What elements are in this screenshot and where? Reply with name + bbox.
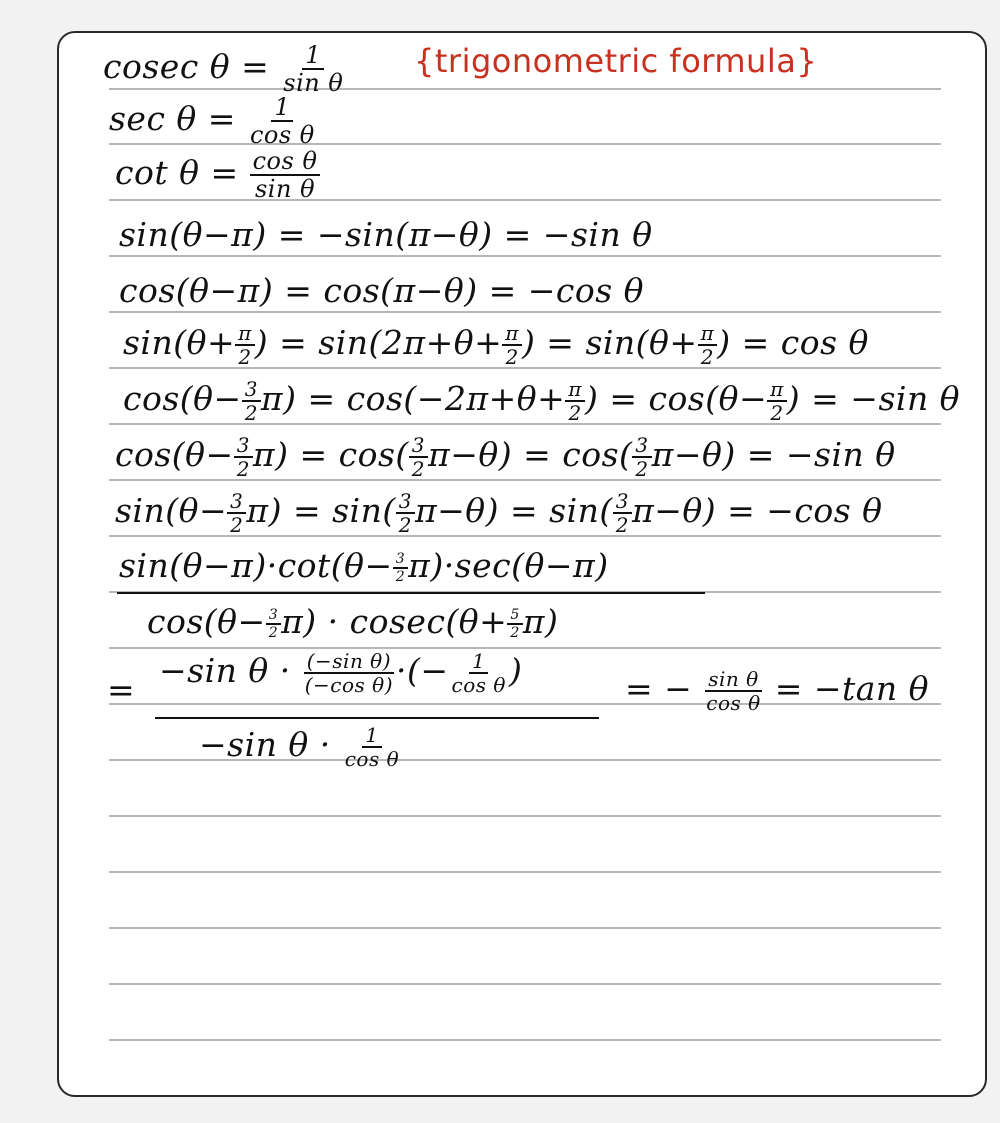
l9-frac-a-num: 3	[227, 491, 246, 514]
expression-fraction-bar	[117, 592, 705, 594]
cosec-lhs: cosec θ =	[103, 47, 270, 86]
expr-num-part-tail: π)·sec(θ−π)	[408, 546, 609, 585]
result-top-frac-num: (−sin θ)	[304, 651, 394, 674]
sec-denominator: cos θ	[249, 121, 315, 149]
l7-part-d: ) = −sin θ	[786, 379, 961, 418]
expr-num-part-a: sin(θ−π)·cot(θ−	[119, 546, 393, 585]
l8-frac-c-den: 2	[635, 457, 649, 481]
l6-part-a: sin(θ+	[123, 323, 236, 362]
result-equals: =	[107, 670, 136, 709]
l7-frac-a	[242, 379, 261, 423]
result-bottom-part-a: −sin θ ·	[199, 725, 331, 764]
cosec-numerator: 1	[302, 43, 324, 70]
expr-den-part-a: cos(θ−	[147, 602, 266, 641]
l8-frac-c-num: 3	[632, 435, 651, 458]
cot-denominator: sin θ	[254, 175, 316, 203]
line-cosec-definition	[103, 43, 346, 95]
result-final: = −tan θ	[774, 669, 930, 708]
result-top-frac-c-num: 1	[469, 651, 488, 674]
l6-frac-a	[235, 323, 255, 367]
l7-part-a: cos(θ−	[123, 379, 242, 418]
result-top-frac-den: (−cos θ)	[304, 673, 394, 697]
l7-part-b: ) = cos(−2π+θ+	[283, 379, 566, 418]
expr-num-frac	[393, 552, 408, 584]
line-sec-definition	[109, 95, 318, 147]
l8-part-c-tail: π−θ	[651, 435, 723, 474]
result-top-frac	[302, 651, 396, 695]
l8-frac-c	[632, 435, 651, 479]
result-mid-frac-num: sin θ	[705, 669, 761, 692]
l6-frac-b-num: π	[502, 323, 522, 346]
cot-lhs: cot θ =	[115, 153, 239, 192]
line-sin-theta-plus-half-pi	[123, 323, 869, 367]
result-numerator	[159, 651, 522, 695]
l6-frac-a-den: 2	[238, 345, 252, 369]
l8-frac-a-num: 3	[234, 435, 253, 458]
l9-part-d: ) = −cos θ	[702, 491, 883, 530]
expr-den-frac-b-num: 5	[507, 608, 522, 625]
l9-frac-a-den: 2	[230, 513, 244, 537]
sec-numerator: 1	[271, 95, 293, 122]
l8-part-c: ) = cos(	[498, 435, 633, 474]
result-bottom-frac	[342, 725, 402, 769]
result-top-frac-c-den: cos θ	[451, 673, 506, 697]
expr-num-frac-den: 2	[395, 569, 406, 585]
l7-part-a-tail: π	[260, 379, 284, 418]
cot-fraction	[250, 149, 321, 201]
l7-frac-c-den: 2	[770, 401, 784, 425]
expr-den-frac-a-num: 3	[266, 608, 281, 625]
l6-part-c: ) = sin(θ+	[521, 323, 698, 362]
l7-frac-b-num: π	[565, 379, 585, 402]
result-mid-frac	[703, 669, 763, 713]
cosec-denominator: sin θ	[283, 69, 344, 97]
result-simplification	[625, 669, 929, 713]
result-bottom-frac-den: cos θ	[344, 747, 400, 771]
line-cot-definition	[115, 149, 320, 201]
cosec-fraction	[280, 43, 346, 95]
expr-num-frac-num: 3	[393, 552, 408, 569]
l8-part-a-tail: π	[252, 435, 276, 474]
l7-frac-a-num: 3	[242, 379, 261, 402]
l9-frac-a	[227, 491, 246, 535]
l6-frac-c-num: π	[698, 323, 718, 346]
expression-numerator	[119, 546, 609, 585]
line-cos-theta-minus-pi: cos(θ−π) = cos(π−θ) = −cos θ	[119, 271, 645, 310]
l9-frac-b-den: 2	[398, 513, 412, 537]
l9-frac-c-den: 2	[615, 513, 630, 537]
line-sin-theta-minus-pi: sin(θ−π) = −sin(π−θ) = −sin θ	[119, 215, 653, 254]
result-denominator	[199, 725, 402, 769]
l8-frac-b-num: 3	[409, 435, 428, 458]
result-top-close: )	[508, 651, 523, 690]
l6-part-d: ) = cos θ	[717, 323, 869, 362]
cot-numerator: cos θ	[250, 149, 321, 176]
l7-part-c: ) = cos(θ−	[584, 379, 768, 418]
l8-part-b-tail: π−θ	[428, 435, 499, 474]
result-top-frac-c	[449, 651, 509, 695]
l6-frac-c	[698, 323, 718, 367]
l7-frac-b	[565, 379, 585, 423]
l6-frac-b-den: 2	[505, 345, 519, 369]
l6-frac-c-den: 2	[700, 345, 715, 369]
l7-frac-b-den: 2	[568, 401, 582, 425]
l8-part-b: ) = cos(	[275, 435, 409, 474]
l9-part-c-tail: π−θ	[632, 491, 703, 530]
l9-part-b-tail: π−θ	[414, 491, 486, 530]
l8-frac-a-den: 2	[236, 457, 250, 481]
l9-part-a-tail: π	[246, 491, 269, 530]
line-sin-theta-minus-three-halves-pi	[115, 491, 883, 535]
expression-denominator	[147, 602, 559, 641]
sec-fraction	[247, 95, 318, 147]
l8-part-a: cos(θ−	[115, 435, 234, 474]
expr-den-part-b-tail: π)	[522, 602, 559, 641]
result-fraction-bar	[155, 717, 599, 719]
l8-part-d: ) = −sin θ	[722, 435, 896, 474]
l8-frac-b	[409, 435, 428, 479]
result-mid: = −	[625, 669, 693, 708]
l9-frac-b	[396, 491, 415, 535]
expr-den-frac-b-den: 2	[510, 625, 520, 641]
l9-part-c: ) = sin(	[485, 491, 613, 530]
expr-den-frac-a-den: 2	[268, 625, 279, 641]
result-top-part-b: ·(−	[396, 651, 449, 690]
line-cos-theta-minus-three-halves-pi-a	[123, 379, 960, 423]
notebook-page	[57, 31, 987, 1097]
l8-frac-b-den: 2	[411, 457, 426, 481]
l6-frac-a-num: π	[235, 323, 255, 346]
result-bottom-frac-num: 1	[362, 725, 381, 748]
expr-den-frac-b	[507, 608, 522, 640]
line-cos-theta-minus-three-halves-pi-b	[115, 435, 896, 479]
l9-part-a: sin(θ−	[115, 491, 228, 530]
result-top-part-a: −sin θ ·	[159, 651, 291, 690]
l6-part-b: ) = sin(2π+θ+	[254, 323, 503, 362]
l7-frac-c-num: π	[767, 379, 787, 402]
expr-den-frac-a	[266, 608, 281, 640]
title-note: {trigonometric formula}	[414, 42, 818, 80]
l7-frac-a-den: 2	[244, 401, 258, 425]
l8-frac-a	[234, 435, 253, 479]
l9-frac-c	[613, 491, 632, 535]
l9-frac-c-num: 3	[613, 491, 632, 514]
l9-frac-b-num: 3	[396, 491, 415, 514]
l9-part-b: ) = sin(	[268, 491, 396, 530]
result-mid-frac-den: cos θ	[706, 691, 761, 715]
expr-den-part-a-tail: π) · cosec(θ+	[281, 602, 508, 641]
l7-frac-c	[767, 379, 787, 423]
sec-lhs: sec θ =	[109, 99, 236, 138]
l6-frac-b	[502, 323, 522, 367]
